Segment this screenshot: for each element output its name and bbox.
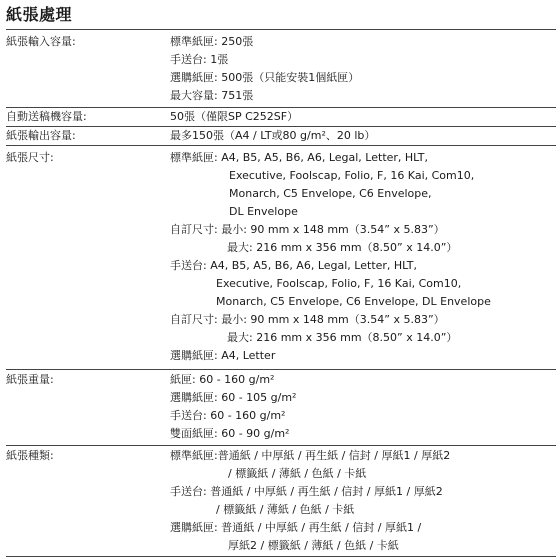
divider <box>6 369 556 370</box>
spec-line: 最大容量: 751張 <box>170 89 254 102</box>
spec-line: 手送台: 60 - 160 g/m² <box>170 409 286 422</box>
spec-line: 標準紙匣:普通紙 / 中厚紙 / 再生紙 / 信封 / 厚紙1 / 厚紙2 <box>170 449 451 462</box>
spec-value <box>170 127 555 145</box>
spec-value <box>170 108 555 126</box>
spec-line: 標準紙匣: 250張 <box>170 35 254 48</box>
spec-value <box>170 33 555 105</box>
spec-line: DL Envelope <box>229 205 298 218</box>
spec-label: 紙張輸入容量: <box>6 35 76 48</box>
spec-value <box>170 447 555 555</box>
spec-line: Monarch, C5 Envelope, C6 Envelope, DL Envelope <box>216 295 491 308</box>
spec-line: 自訂尺寸: 最小: 90 mm x 148 mm（3.54” x 5.83”） <box>170 223 445 236</box>
spec-line: Executive, Foolscap, Folio, F, 16 Kai, Com10, <box>216 277 462 290</box>
spec-line: 選購紙匣: 60 - 105 g/m² <box>170 391 297 404</box>
divider <box>6 145 556 146</box>
spec-line: 手送台: 1張 <box>170 53 229 66</box>
spec-line: 選購紙匣: 普通紙 / 中厚紙 / 再生紙 / 信封 / 厚紙1 / <box>170 521 422 534</box>
spec-label: 自動送稿機容量: <box>6 110 87 123</box>
spec-line: Monarch, C5 Envelope, C6 Envelope, <box>229 187 432 200</box>
spec-line: 最大: 216 mm x 356 mm（8.50” x 14.0”） <box>227 331 458 344</box>
spec-line: / 標籤紙 / 薄紙 / 色紙 / 卡紙 <box>216 503 355 516</box>
spec-line: 自訂尺寸: 最小: 90 mm x 148 mm（3.54” x 5.83”） <box>170 313 445 326</box>
spec-line: Executive, Foolscap, Folio, F, 16 Kai, Com10, <box>229 169 475 182</box>
spec-line: 雙面紙匣: 60 - 90 g/m² <box>170 427 290 440</box>
page-title: 紙張處理 <box>6 5 73 24</box>
spec-line: 紙匣: 60 - 160 g/m² <box>170 373 275 386</box>
divider <box>6 29 556 30</box>
spec-label: 紙張重量: <box>6 373 54 386</box>
spec-line: 厚紙2 / 標籤紙 / 薄紙 / 色紙 / 卡紙 <box>228 539 399 552</box>
spec-value <box>170 371 555 443</box>
spec-line: 手送台: A4, B5, A5, B6, A6, Legal, Letter, HLT, <box>170 259 418 272</box>
spec-line: 選購紙匣: 500張（只能安裝1個紙匣） <box>170 71 360 84</box>
divider <box>6 445 556 446</box>
spec-value <box>170 149 555 365</box>
spec-line: 標準紙匣: A4, B5, A5, B6, A6, Legal, Letter, HLT, <box>170 151 429 164</box>
spec-line: / 標籤紙 / 薄紙 / 色紙 / 卡紙 <box>228 467 367 480</box>
spec-line: 50張（僅限SP C252SF） <box>170 110 299 123</box>
spec-label: 紙張輸出容量: <box>6 129 76 142</box>
spec-line: 最多150張（A4 / LT或80 g/m²、20 lb） <box>170 129 376 142</box>
spec-line: 選購紙匣: A4, Letter <box>170 349 276 362</box>
spec-line: 最大: 216 mm x 356 mm（8.50” x 14.0”） <box>227 241 458 254</box>
spec-label: 紙張種類: <box>6 449 54 462</box>
divider <box>6 556 556 557</box>
spec-line: 手送台: 普通紙 / 中厚紙 / 再生紙 / 信封 / 厚紙1 / 厚紙2 <box>170 485 443 498</box>
spec-label: 紙張尺寸: <box>6 151 54 164</box>
